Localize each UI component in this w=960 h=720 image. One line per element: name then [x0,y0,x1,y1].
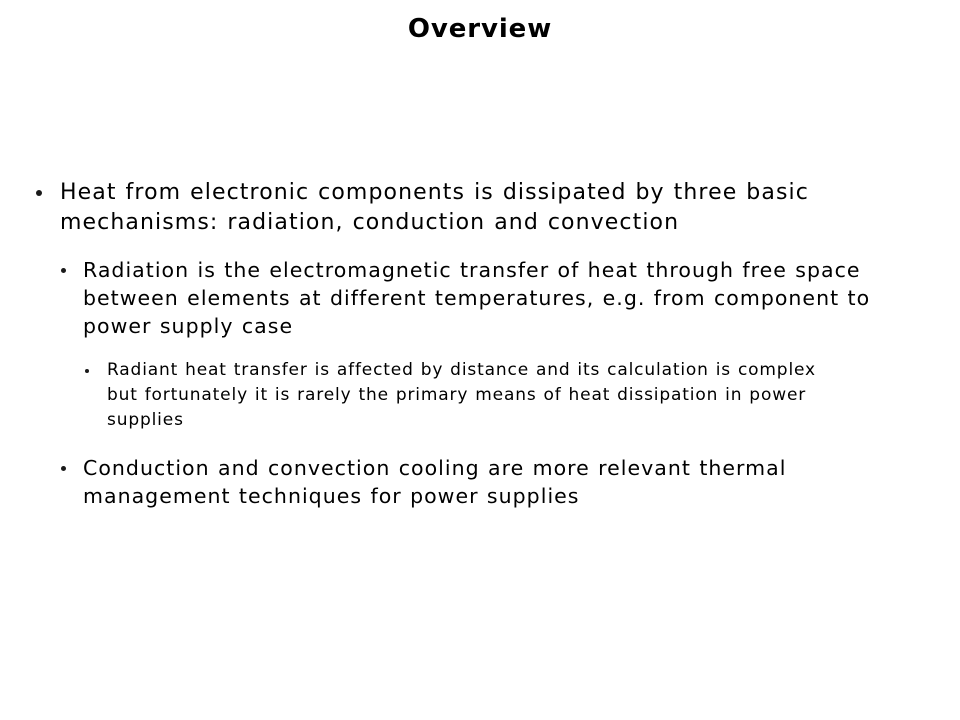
bullet-text [83,454,786,510]
bullet-line: power supply case [83,314,294,338]
bullet-line: between elements at different temperatures, e.g. from component to [83,286,871,310]
bullet-icon [85,358,107,383]
bullet-line: mechanisms: radiation, conduction and convection [60,210,680,235]
bullet-line: supplies [107,410,184,430]
bullet-text [107,358,816,433]
bullet-icon [61,454,83,482]
bullet-line: Conduction and convection cooling are more relevant thermal [83,456,787,480]
bullet-line: but fortunately it is rarely the primary means of heat dissipation in power [107,385,807,405]
bullet-list [0,178,960,510]
page-title: Overview [407,14,553,44]
bullet-icon [36,178,60,208]
bullet-item-level3 [0,358,960,433]
bullet-item-level2 [0,256,960,340]
bullet-item-level2 [0,454,960,510]
bullet-line: management techniques for power supplies [83,484,580,508]
bullet-item-level1 [0,178,960,238]
bullet-text [60,178,809,238]
bullet-icon [61,256,83,284]
bullet-line: Radiant heat transfer is affected by distance and its calculation is complex [107,360,816,380]
bullet-line: Heat from electronic components is dissipated by three basic [60,180,809,205]
bullet-line: Radiation is the electromagnetic transfer of heat through free space [83,258,861,282]
bullet-text [83,256,870,340]
